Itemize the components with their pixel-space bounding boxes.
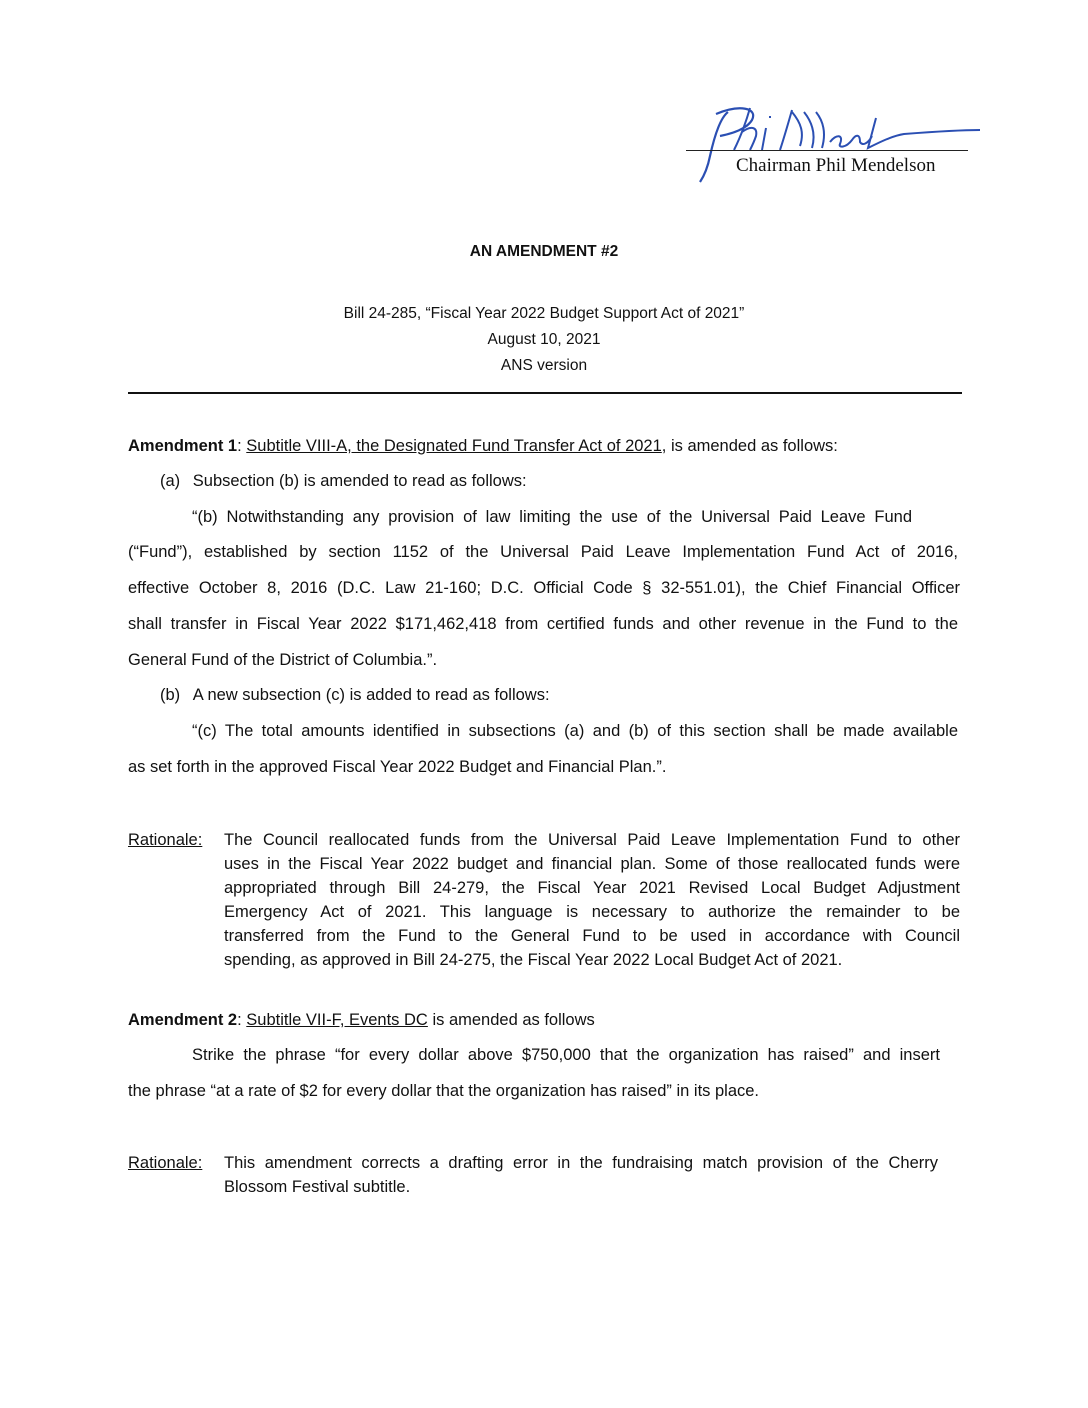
b-para-line-2: (“Fund”), established by section 1152 of the Universal Paid Leave Implementation Fund Act of 2016, <box>128 543 958 561</box>
rationale-1-line-1: The Council reallocated funds from the Universal Paid Leave Implementation Fund to other <box>224 831 960 849</box>
signature-line <box>686 150 968 151</box>
amendment-1-item-b <box>160 686 550 705</box>
amendment-1-heading <box>128 437 838 456</box>
amendment-1-label: Amendment 1 <box>128 437 238 455</box>
rationale-2-label: Rationale: <box>128 1154 203 1172</box>
amendment-1-intro-rest: , is amended as follows: <box>661 437 838 455</box>
c-para-line-2: as set forth in the approved Fiscal Year 2022 Budget and Financial Plan.”. <box>128 758 667 776</box>
header-rule <box>128 392 962 394</box>
amendment-2-label: Amendment 2 <box>128 1011 238 1029</box>
rationale-1-line-6: spending, as approved in Bill 24-275, the Fiscal Year 2022 Local Budget Act of 2021. <box>224 951 843 969</box>
amendment-2-subtitle: Subtitle VII-F, Events DC <box>246 1011 428 1029</box>
bill-title: Bill 24-285, “Fiscal Year 2022 Budget Support Act of 2021” <box>343 305 745 322</box>
amendment-2-colon: : <box>237 1011 247 1029</box>
amendment-1-colon: : <box>237 437 247 455</box>
rationale-1-line-4: Emergency Act of 2021. This language is necessary to authorize the remainder to be <box>224 903 960 921</box>
rationale-1-line-3: appropriated through Bill 24-279, the Fiscal Year 2021 Revised Local Budget Adjustment <box>224 879 960 897</box>
item-a-text: Subsection (b) is amended to read as follows: <box>192 472 527 490</box>
item-b-marker: (b) <box>160 686 181 704</box>
rationale-1-line-2: uses in the Fiscal Year 2022 budget and financial plan. Some of those reallocated funds were <box>224 855 960 873</box>
amendment-2-intro-rest: is amended as follows <box>427 1011 595 1029</box>
b-para-line-4: shall transfer in Fiscal Year 2022 $171,462,418 from certified funds and other revenue in the Fund to the <box>128 615 958 633</box>
amendment-2-heading <box>128 1011 595 1030</box>
signatory-name: Chairman Phil Mendelson <box>736 155 936 176</box>
item-b-text: A new subsection (c) is added to read as follows: <box>192 686 550 704</box>
document-date: August 10, 2021 <box>487 331 601 348</box>
amendment-2-para-line-2: the phrase “at a rate of $2 for every dollar that the organization has raised” in its place. <box>128 1082 760 1100</box>
rationale-2-line-2: Blossom Festival subtitle. <box>224 1178 411 1196</box>
c-para-line-1: “(c) The total amounts identified in subsections (a) and (b) of this section shall be made available <box>192 722 958 740</box>
document-title: AN AMENDMENT #2 <box>469 243 619 260</box>
signature-block <box>680 98 980 188</box>
rationale-1-line-5: transferred from the Fund to the General Fund to be used in accordance with Council <box>224 927 960 945</box>
b-para-line-5: General Fund of the District of Columbia.”. <box>128 651 438 669</box>
amendment-1-subtitle: Subtitle VIII-A, the Designated Fund Transfer Act of 2021 <box>246 437 662 455</box>
b-para-line-3: effective October 8, 2016 (D.C. Law 21-160; D.C. Official Code § 32-551.01), the Chief Financial Officer <box>128 579 960 597</box>
amendment-1-item-a <box>160 472 527 491</box>
b-para-line-1: “(b) Notwithstanding any provision of law limiting the use of the Universal Paid Leave Fund <box>192 508 912 526</box>
rationale-1-label: Rationale: <box>128 831 203 849</box>
rationale-2-line-1: This amendment corrects a drafting error in the fundraising match provision of the Cherry <box>224 1154 938 1172</box>
document-version: ANS version <box>500 357 588 374</box>
item-a-marker: (a) <box>160 472 181 490</box>
amendment-2-para-line-1: Strike the phrase “for every dollar above $750,000 that the organization has raised” and insert <box>192 1046 940 1064</box>
